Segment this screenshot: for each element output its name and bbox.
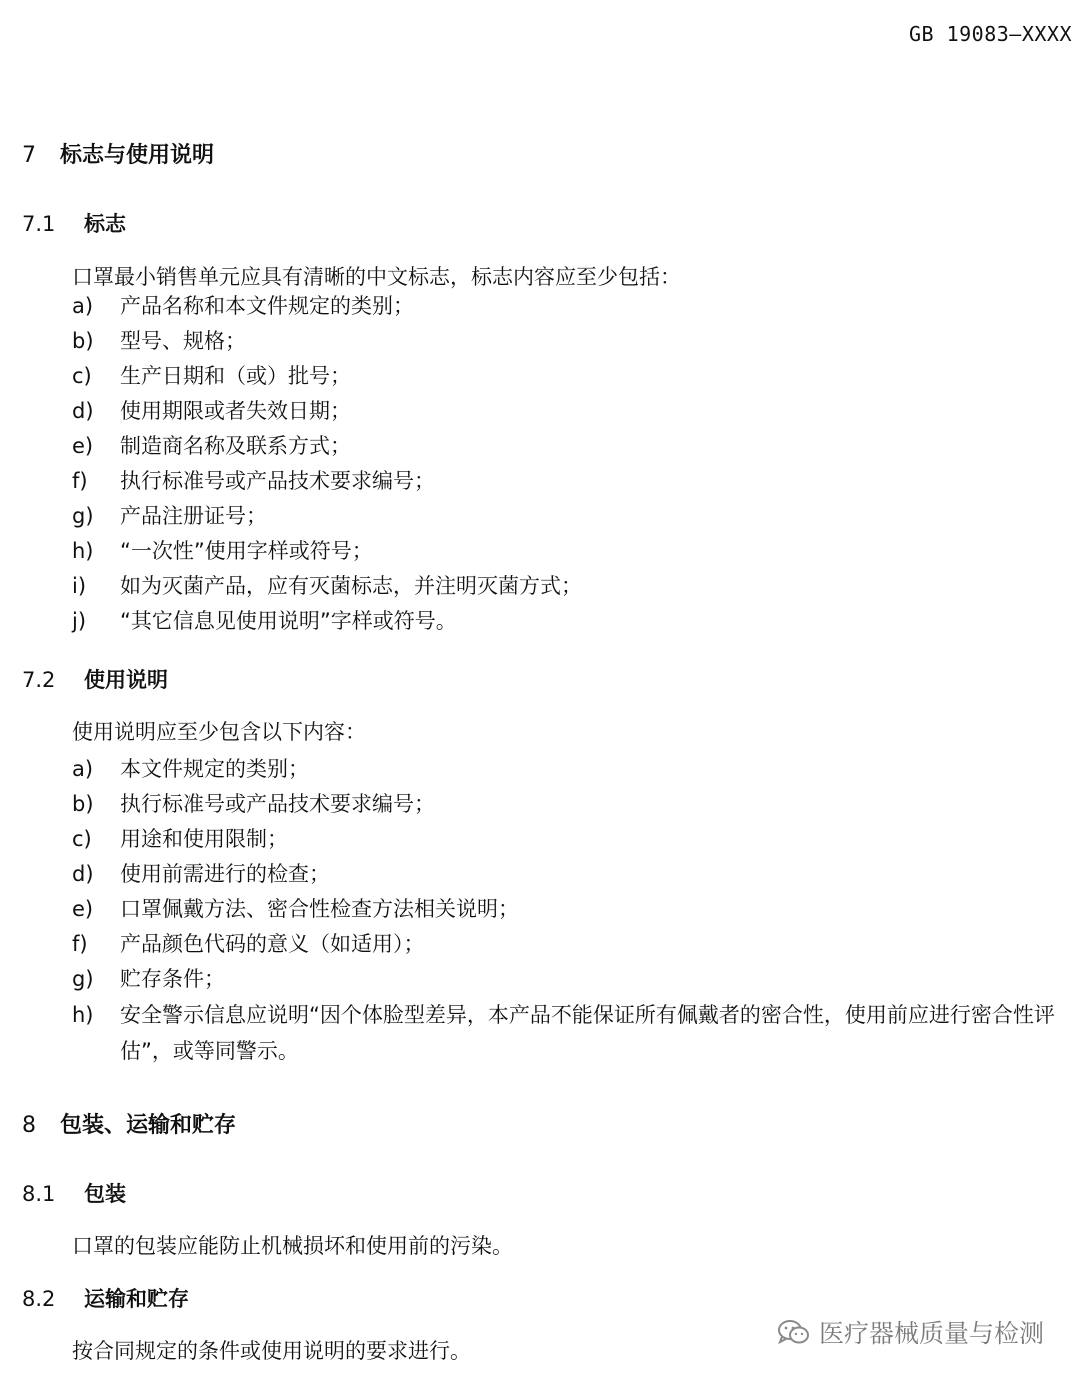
marking-list — [72, 289, 1072, 639]
list-item-text: 执行标准号或产品技术要求编号； — [120, 792, 435, 816]
list-item-label: e) — [72, 897, 94, 921]
section-7-1-number: 7.1 — [22, 212, 56, 236]
list-item-label: f) — [72, 932, 88, 956]
list-item — [72, 892, 1072, 927]
section-8-1-title: 包装 — [84, 1182, 126, 1206]
list-item-label: b) — [72, 792, 94, 816]
list-item-label: g) — [72, 504, 94, 528]
list-item — [72, 927, 1072, 962]
list-item-label: a) — [72, 294, 94, 318]
section-8-title: 包装、运输和贮存 — [60, 1113, 237, 1138]
list-item-label: c) — [72, 364, 92, 388]
list-item — [72, 534, 1072, 569]
list-item — [72, 359, 1072, 394]
list-item-text: 产品颜色代码的意义（如适用）； — [120, 932, 425, 956]
section-8-2-title: 运输和贮存 — [84, 1287, 189, 1311]
list-item-text: “其它信息见使用说明”字样或符号。 — [120, 609, 457, 633]
list-item-label: c) — [72, 827, 92, 851]
section-7-number: 7 — [22, 143, 36, 168]
list-item-label: f) — [72, 469, 88, 493]
list-item-text: 型号、规格； — [120, 329, 246, 353]
watermark-text: 医疗器械质量与检测 — [818, 1319, 1044, 1348]
section-8-2-heading — [22, 1283, 189, 1313]
list-item — [72, 787, 1072, 822]
list-item — [72, 324, 1072, 359]
section-7-heading — [22, 138, 214, 169]
list-item-label: h) — [72, 1003, 94, 1027]
list-item-text: 安全警示信息应说明“因个体脸型差异，本产品不能保证所有佩戴者的密合性，使用前应进行密合性评估”，或等同警示。 — [120, 1003, 1055, 1063]
list-item-text: 执行标准号或产品技术要求编号； — [120, 469, 435, 493]
section-7-1-intro: 口罩最小销售单元应具有清晰的中文标志，标志内容应至少包括： — [72, 265, 681, 289]
watermark — [777, 1314, 1044, 1350]
list-item-label: d) — [72, 862, 94, 886]
list-item — [72, 604, 1072, 639]
section-7-title: 标志与使用说明 — [60, 143, 215, 168]
list-item-text: 本文件规定的类别； — [120, 757, 309, 781]
list-item-text: 使用期限或者失效日期； — [120, 399, 351, 423]
list-item-text: 产品注册证号； — [120, 504, 267, 528]
list-item-text: 产品名称和本文件规定的类别； — [120, 294, 414, 318]
wechat-icon — [777, 1318, 811, 1346]
list-item — [72, 752, 1072, 787]
section-8-number: 8 — [22, 1113, 36, 1138]
list-item — [72, 499, 1072, 534]
section-8-1-heading — [22, 1178, 126, 1208]
list-item-text: 贮存条件； — [120, 967, 225, 991]
list-item — [72, 822, 1072, 857]
list-item-text: 如为灭菌产品，应有灭菌标志，并注明灭菌方式； — [120, 574, 582, 598]
list-item-label: d) — [72, 399, 94, 423]
list-item-label: a) — [72, 757, 94, 781]
section-8-2-text: 按合同规定的条件或使用说明的要求进行。 — [72, 1339, 471, 1363]
list-item-label: g) — [72, 967, 94, 991]
list-item — [72, 289, 1072, 324]
instructions-list — [72, 752, 1072, 1069]
list-item — [72, 569, 1072, 604]
list-item-label: j) — [72, 609, 87, 633]
list-item-text: 口罩佩戴方法、密合性检查方法相关说明； — [120, 897, 519, 921]
list-item-text: 使用前需进行的检查； — [120, 862, 330, 886]
standard-code: GB 19083—XXXX — [908, 22, 1072, 46]
list-item — [72, 962, 1072, 997]
list-item-text: 生产日期和（或）批号； — [120, 364, 351, 388]
list-item-text: 用途和使用限制； — [120, 827, 288, 851]
section-8-2-number: 8.2 — [22, 1287, 56, 1311]
section-7-2-heading — [22, 664, 168, 694]
list-item — [72, 429, 1072, 464]
section-7-1-title: 标志 — [84, 212, 126, 236]
list-item — [72, 464, 1072, 499]
list-item-label: e) — [72, 434, 94, 458]
list-item-text: 制造商名称及联系方式； — [120, 434, 351, 458]
list-item — [72, 394, 1072, 429]
list-item-label: i) — [72, 574, 87, 598]
list-item-label: b) — [72, 329, 94, 353]
section-8-heading — [22, 1108, 236, 1139]
list-item-text: “一次性”使用字样或符号； — [120, 539, 373, 563]
section-8-1-number: 8.1 — [22, 1182, 56, 1206]
section-7-1-heading — [22, 208, 126, 238]
section-8-1-text: 口罩的包装应能防止机械损坏和使用前的污染。 — [72, 1234, 513, 1258]
list-item — [72, 857, 1072, 892]
list-item — [72, 997, 1072, 1069]
section-7-2-intro: 使用说明应至少包含以下内容： — [72, 720, 366, 744]
list-item-label: h) — [72, 539, 94, 563]
section-7-2-title: 使用说明 — [84, 668, 168, 692]
section-7-2-number: 7.2 — [22, 668, 56, 692]
